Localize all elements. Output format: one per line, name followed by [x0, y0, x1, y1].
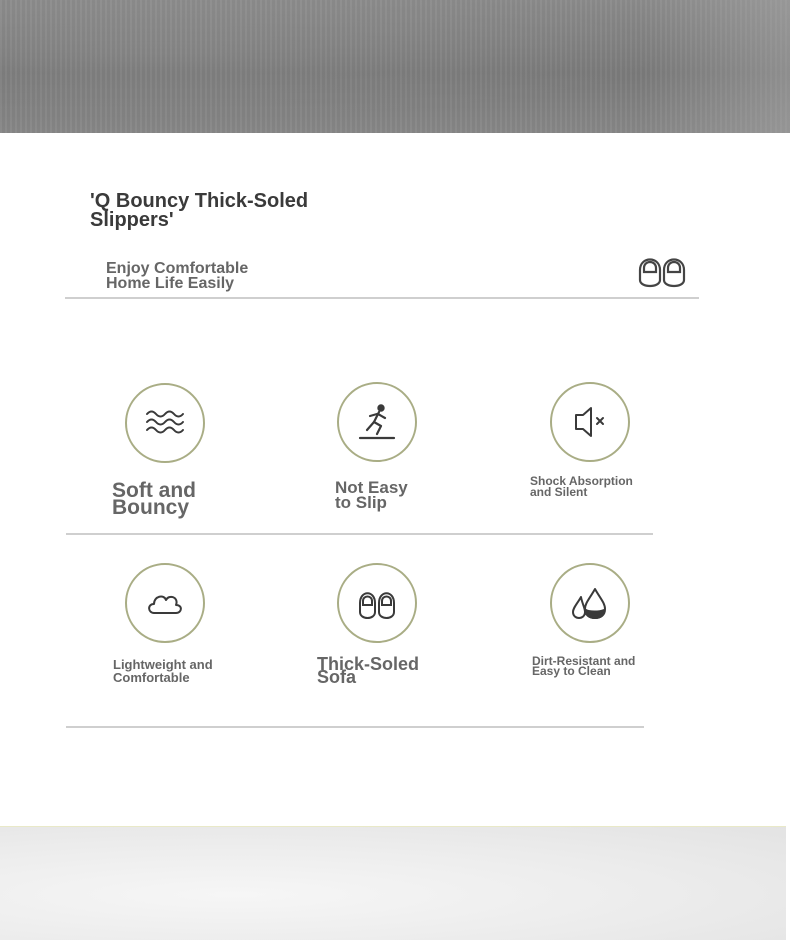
slippers-icon: [357, 583, 397, 623]
feature-circle-silent: [550, 382, 630, 462]
top-product-photo: [0, 0, 790, 133]
product-title: 'Q Bouncy Thick-Soled Slippers': [90, 190, 309, 231]
feature-label-soft: Soft and Bouncy: [112, 479, 196, 519]
slip-warning-icon: [357, 402, 397, 442]
feature-circle-light: [125, 563, 205, 643]
wave-icon: [145, 403, 185, 443]
feature-label-slip: Not Easy to Slip: [335, 478, 408, 512]
section-divider: [66, 533, 653, 535]
bottom-divider: [66, 726, 644, 728]
bottom-product-photo: [0, 826, 786, 940]
header-divider: [65, 297, 699, 299]
feature-label-clean: Dirt-Resistant and Easy to Clean: [532, 654, 636, 678]
feature-label-thick: Thick-Soled Sofa: [317, 654, 420, 687]
product-subtitle: Enjoy Comfortable Home Life Easily: [106, 260, 249, 292]
feature-label-silent: Shock Absorption and Silent: [530, 474, 633, 499]
feature-circle-soft: [125, 383, 205, 463]
feature-label-light: Lightweight and Comfortable: [113, 657, 213, 685]
feature-circle-thick: [337, 563, 417, 643]
feature-circle-slip: [337, 382, 417, 462]
speaker-mute-icon: [570, 402, 610, 442]
slippers-icon: [636, 248, 688, 290]
feature-circle-clean: [550, 563, 630, 643]
water-drops-icon: [570, 583, 610, 623]
cloud-icon: [145, 583, 185, 623]
